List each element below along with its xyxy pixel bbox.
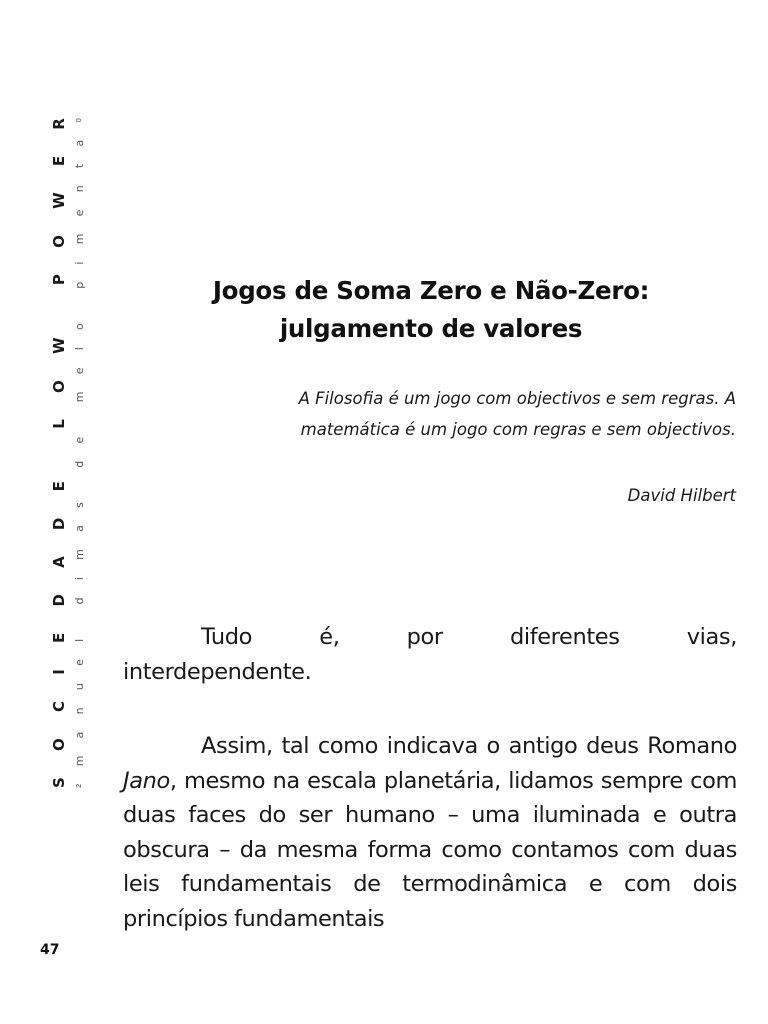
side-subtitle-letter: m (72, 755, 86, 767)
side-title-letter: E (50, 481, 68, 492)
side-title-letter: C (50, 701, 68, 713)
side-subtitle-letter: 2 (75, 783, 83, 788)
side-subtitle-letter: 0 (75, 118, 83, 123)
side-title-letter: S (50, 777, 68, 788)
side-subtitle-letter: a (72, 731, 86, 739)
paragraph-2-text-a: Assim, tal como indicava o antigo deus Romano (201, 733, 737, 759)
side-subtitle-letter: d (72, 597, 86, 605)
article-title-line1: Jogos de Soma Zero e Não-Zero: (212, 276, 650, 305)
epigraph-author: David Hilbert (627, 486, 736, 505)
paragraph-2-italic: Jano (123, 767, 170, 794)
side-subtitle-letter: l (72, 347, 86, 351)
side-subtitle-letter: e (72, 367, 86, 375)
side-subtitle-letter: l (72, 638, 86, 642)
epigraph (150, 383, 736, 445)
side-title-letter: I (50, 669, 68, 675)
side-title-letter: E (50, 155, 68, 167)
side-title-letter: W (50, 192, 68, 209)
paragraph-1-line1 (123, 620, 737, 655)
side-subtitle-letter: i (72, 577, 86, 581)
paragraph-1-word-1: Tudo (201, 624, 253, 650)
side-title-letter: P (50, 274, 68, 286)
article-title (124, 272, 738, 348)
paragraph-2 (123, 729, 737, 937)
side-subtitle-letter: m (72, 233, 86, 245)
side-title-letter: O (50, 235, 68, 248)
side-subtitle-letter: m (72, 549, 86, 560)
side-subtitle-letter: p (72, 281, 86, 289)
side-subtitle-letter: i (72, 261, 86, 265)
side-subtitle-letter: u (72, 683, 86, 691)
side-title-letter: E (50, 632, 68, 643)
side-title-letter: W (50, 337, 68, 355)
side-subtitle-letter: d (72, 460, 86, 468)
side-subtitle-letter: m (72, 391, 86, 403)
epigraph-line1: A Filosofia é um jogo com objectivos e sem regras. A (298, 389, 736, 408)
side-subtitle-letter: a (72, 525, 86, 532)
paragraph-1 (123, 620, 737, 689)
page-number: 47 (40, 942, 60, 958)
paragraph-1-word-2: é, (319, 624, 340, 650)
side-subtitle-letter: s (72, 502, 86, 508)
side-title-letter: O (50, 738, 68, 751)
paragraph-1-word-3: por (406, 624, 443, 650)
side-subtitle-letter: o (72, 323, 86, 330)
side-subtitle-letter: t (72, 163, 86, 169)
side-header-subtitle (70, 118, 88, 788)
article-title-line2: julgamento de valores (279, 314, 583, 343)
side-subtitle-letter: e (72, 659, 86, 666)
paragraph-1-word-4: diferentes (509, 624, 620, 650)
paragraph-1-word-5: vias, (686, 624, 737, 650)
side-subtitle-letter: e (72, 436, 86, 444)
side-title-letter: D (50, 594, 68, 607)
side-subtitle-letter: n (72, 185, 86, 193)
paragraph-1-line2: interdependente. (123, 658, 312, 685)
side-title-letter: R (50, 118, 68, 130)
side-header-title (48, 118, 70, 788)
side-header (46, 118, 96, 788)
paragraph-2-text-b: , mesmo na escala planetária, lidamos sempre com duas faces do ser humano – uma iluminada e outra obscura – da mesma forma como contamos com duas leis fundamentais de termodinâmica e com dois princípios fundamentais (123, 767, 737, 932)
side-subtitle-letter: a (72, 139, 86, 147)
side-title-letter: D (50, 517, 68, 531)
side-title-letter: A (50, 556, 68, 568)
side-header-rotated (46, 118, 96, 788)
side-subtitle-letter: n (72, 707, 86, 715)
side-subtitle-letter: e (72, 209, 86, 217)
epigraph-line2: matemática é um jogo com regras e sem objectivos. (300, 420, 736, 439)
side-title-letter: L (50, 419, 68, 429)
side-title-letter: O (50, 380, 68, 393)
